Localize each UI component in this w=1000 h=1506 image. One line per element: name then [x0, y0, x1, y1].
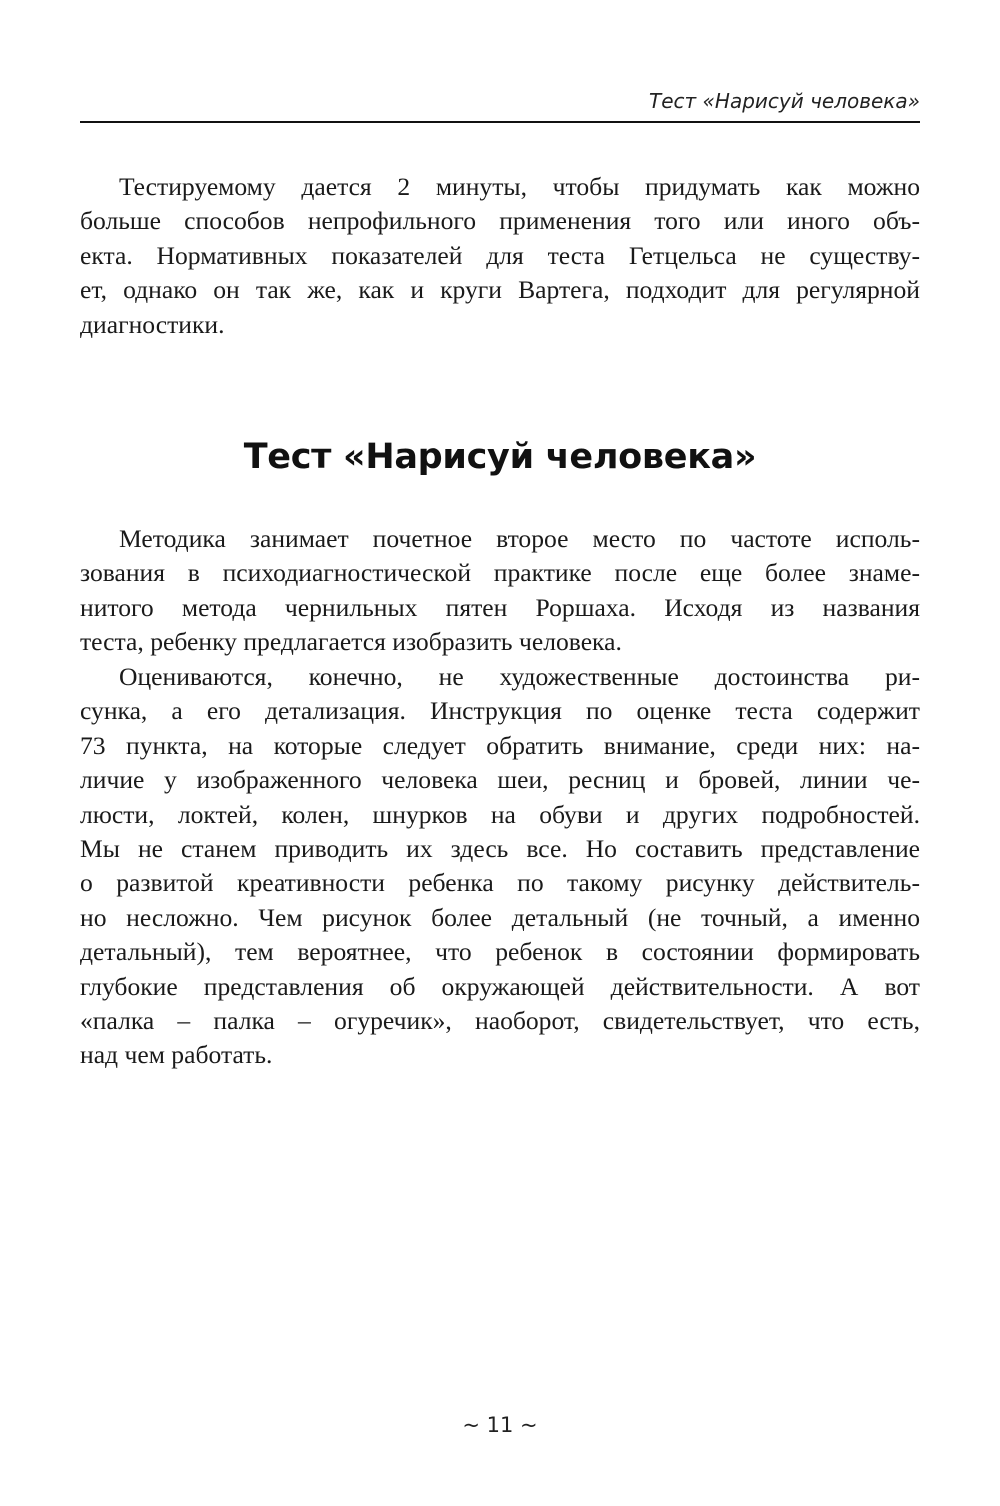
paragraph-line: диагностики. [80, 309, 225, 339]
paragraph-line: глубокие представления об окружающей действительности. А вот [80, 971, 920, 1001]
paragraph-line: зования в психодиагностической практике после еще более знаме- [80, 558, 920, 588]
paragraph-line: Тестируемому дается 2 минуты, чтобы придумать как можно [119, 172, 920, 201]
paragraph-line: больше способов непрофильного применения того или иного объ- [80, 206, 920, 236]
section-title: Тест «Нарисуй человека» [243, 437, 757, 477]
paragraph-1 [80, 170, 920, 342]
paragraph-line: теста, ребенку предлагается изобразить человека. [80, 627, 622, 657]
paragraph-line: о развитой креативности ребенка по такому рисунку действитель- [80, 868, 920, 898]
paragraph-line: над чем работать. [80, 1040, 273, 1070]
paragraph-line: нитого метода чернильных пятен Роршаха. Исходя из названия [80, 592, 920, 622]
paragraph-line: ет, однако он так же, как и круги Вартега, подходит для регулярной [80, 275, 920, 305]
paragraph-line: личие у изображенного человека шеи, ресниц и бровей, линии че- [80, 765, 920, 795]
running-header-title: Тест «Нарисуй человека» [649, 89, 920, 113]
paragraph-3 [80, 660, 920, 1073]
paragraph-line: но несложно. Чем рисунок более детальный (не точный, а именно [80, 902, 920, 932]
paragraph-line: Методика занимает почетное второе место по частоте исполь- [119, 524, 920, 553]
paragraph-line: люсти, локтей, колен, шнурков на обуви и других подробностей. [80, 799, 920, 829]
paragraph-line: екта. Нормативных показателей для теста Гетцельса не существу- [80, 240, 920, 270]
paragraph-line: Мы не станем приводить их здесь все. Но составить представление [80, 833, 920, 863]
paragraph-line: детальный), тем вероятнее, что ребенок в состоянии формировать [80, 937, 920, 967]
paragraph-line: 73 пункта, на которые следует обратить внимание, среди них: на- [80, 730, 920, 760]
paragraph-line: Оцениваются, конечно, не художественные достоинства ри- [119, 662, 920, 691]
paragraph-line: «палка – палка – огуречик», наоборот, свидетельствует, что есть, [80, 1005, 920, 1035]
paragraph-line: сунка, а его детализация. Инструкция по оценке теста содержит [80, 696, 920, 726]
header-rule [80, 121, 920, 123]
page-number: ~ 11 ~ [462, 1413, 538, 1437]
paragraph-2 [80, 522, 920, 660]
